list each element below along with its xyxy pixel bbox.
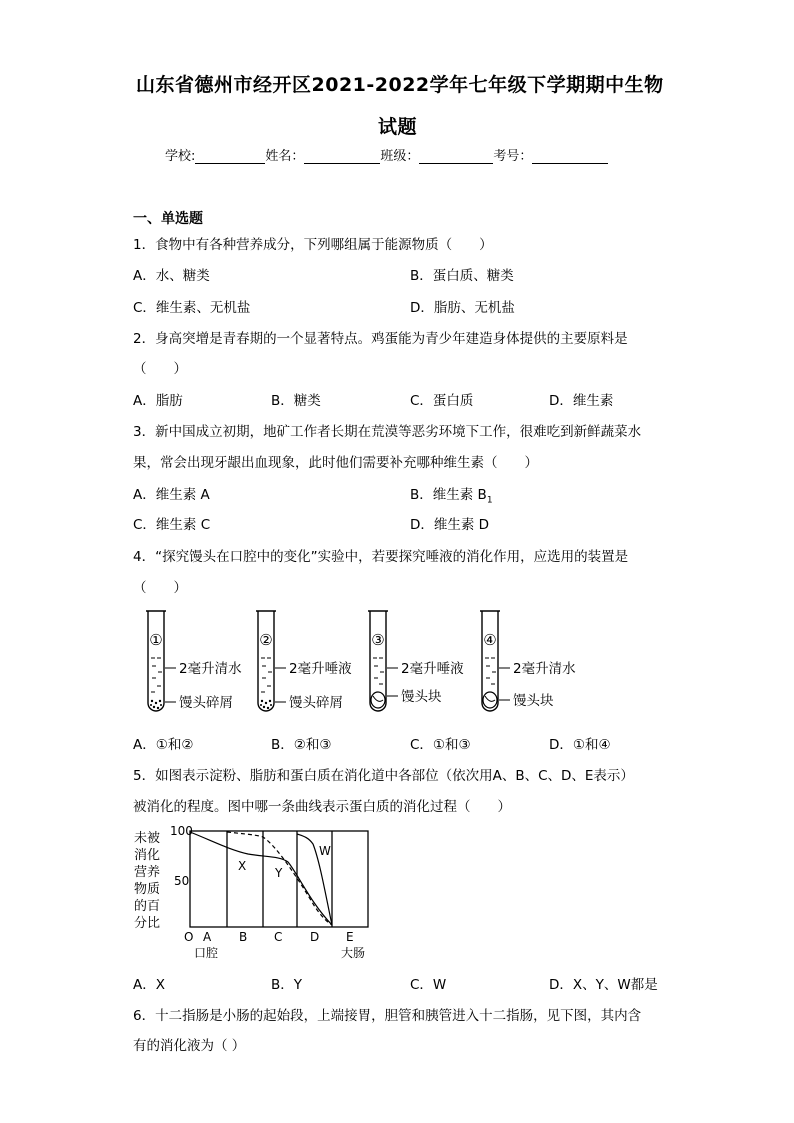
test-tube-2 bbox=[256, 611, 352, 711]
ylabel-line-5: 的百 bbox=[134, 899, 161, 914]
field-id-blank[interactable] bbox=[532, 149, 608, 164]
digestion-chart bbox=[130, 822, 380, 962]
chart-origin: O bbox=[184, 930, 194, 944]
q4-stem-line1: 4．“探究馒头在口腔中的变化”实验中，若要探究唾液的消化作用，应选用的装置是 bbox=[133, 549, 629, 565]
ylabel-line-3: 营养 bbox=[134, 865, 161, 880]
tube-1-number: ① bbox=[149, 631, 163, 649]
xtick-d: D bbox=[310, 930, 320, 944]
curve-x bbox=[190, 832, 332, 925]
q1-option-b[interactable]: B．蛋白质、糖类 bbox=[410, 268, 514, 284]
ylabel-line-4: 物质 bbox=[134, 882, 161, 897]
q3-stem-line1: 3．新中国成立初期，地矿工作者长期在荒漠等恶劣环境下工作，很难吃到新鲜蔬菜水 bbox=[133, 424, 642, 440]
q4-test-tubes-figure bbox=[140, 608, 600, 720]
xsub-a: 口腔 bbox=[194, 946, 219, 960]
tube-3-food: 馒头块 bbox=[401, 689, 442, 705]
tube-2-number: ② bbox=[259, 631, 273, 649]
doc-title-line1: 山东省德州市经开区2021-2022学年七年级下学期期中生物 bbox=[136, 74, 664, 96]
q3-option-b-text: B．维生素 B bbox=[410, 487, 487, 503]
curve-x-label: X bbox=[238, 859, 247, 873]
field-school-blank[interactable] bbox=[195, 149, 265, 164]
field-class-label: 班级： bbox=[380, 149, 420, 164]
xtick-e: E bbox=[346, 930, 354, 944]
tube-1-food: 馒头碎屑 bbox=[179, 695, 233, 711]
tube-2-liquid: 2毫升唾液 bbox=[289, 661, 352, 677]
q2-option-a[interactable]: A．脂肪 bbox=[133, 393, 183, 409]
q1-option-a[interactable]: A．水、糖类 bbox=[133, 268, 210, 284]
q6-stem-line2: 有的消化液为（ ） bbox=[133, 1038, 246, 1054]
test-tube-3 bbox=[368, 611, 464, 711]
tube-3-liquid: 2毫升唾液 bbox=[401, 661, 464, 677]
q3-option-a[interactable]: A．维生素 A bbox=[133, 487, 210, 503]
curve-y-label: Y bbox=[275, 866, 283, 880]
q5-option-d[interactable]: D．X、Y、W都是 bbox=[549, 977, 658, 993]
q5-option-c[interactable]: C．W bbox=[410, 977, 447, 993]
q4-option-a[interactable]: A．①和② bbox=[133, 737, 194, 753]
xtick-c: C bbox=[274, 930, 283, 944]
q5-option-b[interactable]: B．Y bbox=[271, 977, 303, 993]
field-name-blank[interactable] bbox=[304, 149, 380, 164]
field-class-blank[interactable] bbox=[419, 149, 493, 164]
q3-option-d[interactable]: D．维生素 D bbox=[410, 517, 490, 533]
test-tube-4 bbox=[480, 611, 576, 711]
q6-stem-line1: 6．十二指肠是小肠的起始段，上端接胃，胆管和胰管进入十二指肠，见下图，其内含 bbox=[133, 1008, 642, 1024]
section-title: 一、单选题 bbox=[133, 211, 203, 227]
q1-option-c[interactable]: C．维生素、无机盐 bbox=[133, 300, 251, 316]
ytick-100: 100 bbox=[170, 824, 193, 838]
q4-option-d[interactable]: D．①和④ bbox=[549, 737, 611, 753]
q5-option-a[interactable]: A．X bbox=[133, 977, 165, 993]
q2-option-b[interactable]: B．糖类 bbox=[271, 393, 321, 409]
tube-4-food: 馒头块 bbox=[513, 693, 554, 709]
tube-3-number: ③ bbox=[371, 631, 385, 649]
ylabel-line-6: 分比 bbox=[134, 916, 161, 931]
q2-option-c[interactable]: C．蛋白质 bbox=[410, 393, 474, 409]
test-tube-1 bbox=[146, 611, 242, 711]
q3-option-c[interactable]: C．维生素 C bbox=[133, 517, 211, 533]
xtick-a: A bbox=[203, 930, 212, 944]
tube-4-liquid: 2毫升清水 bbox=[513, 661, 576, 677]
tube-1-liquid: 2毫升清水 bbox=[179, 661, 242, 677]
q2-option-d[interactable]: D．维生素 bbox=[549, 393, 614, 409]
q5-stem-line2: 被消化的程度。图中哪一条曲线表示蛋白质的消化过程（ ） bbox=[133, 799, 511, 815]
xsub-e: 大肠 bbox=[341, 946, 366, 960]
q4-stem-line2: （ ） bbox=[133, 580, 187, 596]
q4-option-b[interactable]: B．②和③ bbox=[271, 737, 332, 753]
student-info-row bbox=[165, 145, 608, 164]
ytick-50: 50 bbox=[174, 874, 190, 888]
q5-stem-line1: 5．如图表示淀粉、脂肪和蛋白质在消化道中各部位（依次用A、B、C、D、E表示） bbox=[133, 768, 634, 784]
q3-option-b-subscript: 1 bbox=[486, 495, 493, 506]
q2-stem-line1: 2．身高突增是青春期的一个显著特点。鸡蛋能为青少年建造身体提供的主要原料是 bbox=[133, 331, 628, 347]
field-school-label: 学校: bbox=[165, 149, 196, 164]
q2-stem-line2: （ ） bbox=[133, 361, 187, 377]
ylabel-line-2: 消化 bbox=[134, 848, 161, 863]
field-id-label: 考号： bbox=[493, 149, 533, 164]
ylabel-line-1: 未被 bbox=[134, 831, 161, 846]
q1-stem: 1．食物中有各种营养成分，下列哪组属于能源物质（ ） bbox=[133, 237, 493, 253]
xtick-b: B bbox=[239, 930, 248, 944]
chart-ylabel bbox=[134, 830, 160, 931]
q4-option-c[interactable]: C．①和③ bbox=[410, 737, 471, 753]
tube-2-food: 馒头碎屑 bbox=[289, 695, 343, 711]
q3-stem-line2: 果，常会出现牙龈出血现象，此时他们需要补充哪种维生素（ ） bbox=[133, 455, 538, 471]
tube-4-number: ④ bbox=[483, 631, 497, 649]
field-name-label: 姓名： bbox=[265, 149, 305, 164]
curve-w-label: W bbox=[319, 844, 331, 858]
q1-option-d[interactable]: D．脂肪、无机盐 bbox=[410, 300, 515, 316]
q3-option-b[interactable] bbox=[410, 483, 493, 506]
doc-title-line2: 试题 bbox=[378, 116, 418, 138]
